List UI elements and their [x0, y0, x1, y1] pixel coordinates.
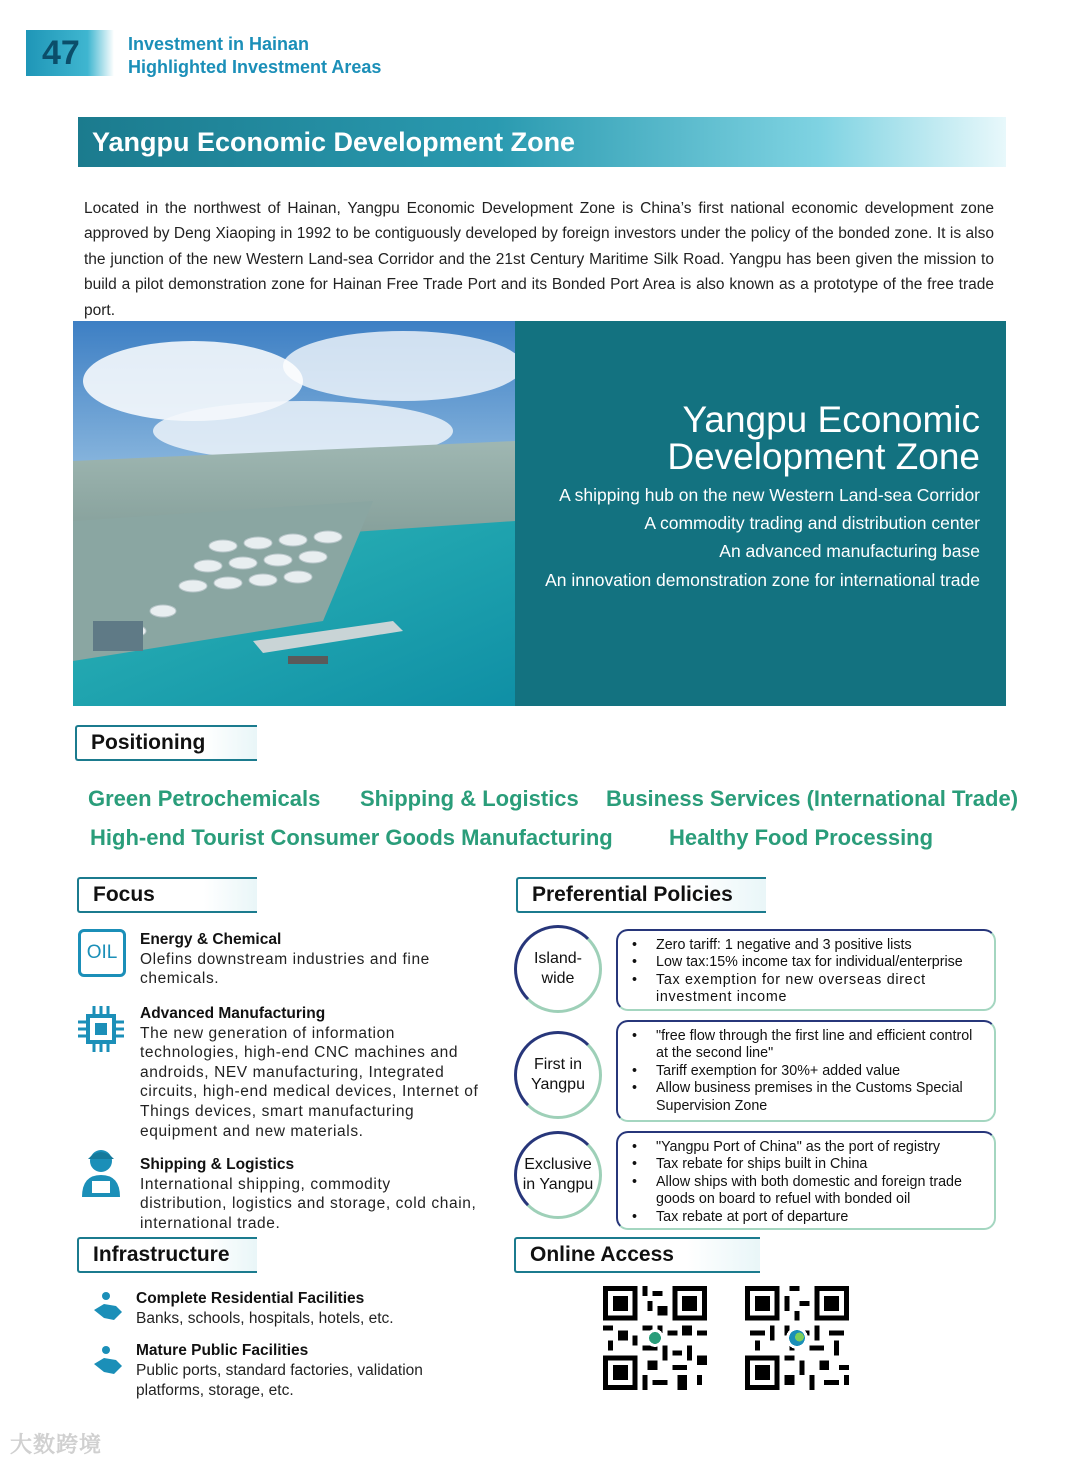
infrastructure-item-title: Mature Public Facilities — [136, 1342, 309, 1359]
policy-item: • Tax rebate at port of departure — [656, 1209, 984, 1226]
policy-item: • Allow business premises in the Customs Special Supervision Zone — [656, 1080, 984, 1115]
policy-item: • "Yangpu Port of China" as the port of registry — [656, 1139, 984, 1156]
policy-item: • Low tax:15% income tax for individual/enterprise — [656, 954, 984, 971]
focus-item-manufacturing — [140, 1004, 482, 1141]
policy-circle-island-wide — [514, 925, 602, 1013]
preferential-policies-heading: Preferential Policies — [516, 877, 766, 913]
focus-item-title: Shipping & Logistics — [140, 1156, 295, 1173]
delivery-worker-icon — [78, 1145, 124, 1202]
hand-service-icon — [92, 1344, 126, 1383]
hero-tagline: An advanced manufacturing base — [719, 541, 980, 562]
positioning-item: Business Services (International Trade) — [606, 786, 1019, 811]
hero-panel — [515, 321, 1006, 706]
policy-box-first-in-yangpu — [616, 1020, 996, 1122]
positioning-item: Shipping & Logistics — [360, 786, 579, 811]
hero-title-line-1: Yangpu Economic — [682, 399, 980, 440]
online-access-heading: Online Access — [514, 1237, 760, 1273]
policy-item: • "free flow through the first line and efficient control at the second line" — [656, 1028, 984, 1063]
focus-heading: Focus — [77, 877, 257, 913]
policy-item: • Tariff exemption for 30%+ added value — [656, 1063, 984, 1080]
positioning-heading: Positioning — [75, 725, 257, 761]
policy-circle-line: wide — [541, 970, 575, 987]
focus-item-title: Advanced Manufacturing — [140, 1005, 326, 1022]
policy-circle-line: Island- — [533, 950, 583, 967]
header-line-1: Investment in Hainan — [128, 34, 310, 54]
hero-title — [667, 401, 980, 475]
hero-tagline: A commodity trading and distribution center — [644, 513, 980, 534]
positioning-item: Green Petrochemicals — [88, 786, 321, 811]
hero-taglines — [530, 481, 980, 594]
infrastructure-heading: Infrastructure — [77, 1237, 257, 1273]
policy-circle-line: First in — [533, 1056, 582, 1073]
infrastructure-item-residential — [136, 1289, 466, 1329]
focus-item-desc: Olefins downstream industries and fine chemicals. — [140, 950, 430, 988]
header-breadcrumb — [128, 33, 381, 79]
qr-code[interactable] — [603, 1286, 707, 1390]
page-number: 47 — [26, 30, 114, 76]
focus-item-desc: The new generation of information technologies, high-end CNC machines and androids, NEV manufacturing, Integrated circuits, high-end medical devices, Internet of Things devices, smart manufacturing equipment and new materials. — [140, 1024, 479, 1140]
policy-box-island-wide — [616, 929, 996, 1011]
policy-circle-exclusive-in-yangpu — [514, 1131, 602, 1219]
infrastructure-item-title: Complete Residential Facilities — [136, 1290, 365, 1307]
positioning-item: Healthy Food Processing — [669, 825, 934, 850]
header-line-2: Highlighted Investment Areas — [128, 57, 382, 77]
page-title: Yangpu Economic Development Zone — [78, 117, 1006, 167]
policy-circle-line: in Yangpu — [522, 1176, 594, 1193]
focus-item-desc: International shipping, commodity distribution, logistics and storage, cold chain, international trade. — [140, 1175, 477, 1232]
focus-item-energy — [140, 930, 482, 989]
infrastructure-item-desc: Banks, schools, hospitals, hotels, etc. — [136, 1310, 394, 1327]
hero-tagline: An innovation demonstration zone for international trade — [545, 569, 980, 590]
policy-circle-first-in-yangpu — [514, 1031, 602, 1119]
oil-barrel-icon: OIL — [78, 929, 126, 977]
port-aerial-photo — [73, 321, 515, 706]
policy-item: • Zero tariff: 1 negative and 3 positive lists — [656, 937, 984, 954]
hand-service-icon — [92, 1290, 126, 1329]
policy-item: • Allow ships with both domestic and foreign trade goods on board to refuel with bonded oil — [656, 1174, 984, 1209]
hero-tagline: A shipping hub on the new Western Land-sea Corridor — [559, 485, 980, 505]
focus-item-shipping — [140, 1155, 482, 1233]
policy-item: • Tax exemption for new overseas direct investment income — [656, 972, 984, 1007]
watermark: 大数跨境 — [10, 1432, 103, 1457]
policy-circle-line: Yangpu — [531, 1076, 585, 1093]
infrastructure-item-public — [136, 1341, 466, 1401]
qr-code[interactable] — [745, 1286, 849, 1390]
policy-circle-line: Exclusive — [524, 1156, 592, 1173]
hero-title-line-2: Development Zone — [667, 436, 980, 477]
intro-paragraph: Located in the northwest of Hainan, Yangpu Economic Development Zone is China’s first national economic development zone approved by Deng Xiaoping in 1992 to be contiguously developed by foreign investors under the policy of the bonded zone. It is also the junction of the new Western Land-sea Corridor and the 21st Century Maritime Silk Road. Yangpu has been given the mission to build a pilot demonstration zone for Hainan Free Trade Port and its Bonded Port Area is also known as a prototype of the free trade port. — [84, 200, 994, 319]
policy-box-exclusive-in-yangpu — [616, 1131, 996, 1230]
infrastructure-item-desc: Public ports, standard factories, validation platforms, storage, etc. — [136, 1362, 423, 1399]
positioning-item: High-end Tourist Consumer Goods Manufacturing — [90, 825, 613, 850]
chip-icon — [76, 1004, 126, 1059]
focus-item-title: Energy & Chemical — [140, 931, 282, 948]
policy-item: • Tax rebate for ships built in China — [656, 1156, 984, 1173]
